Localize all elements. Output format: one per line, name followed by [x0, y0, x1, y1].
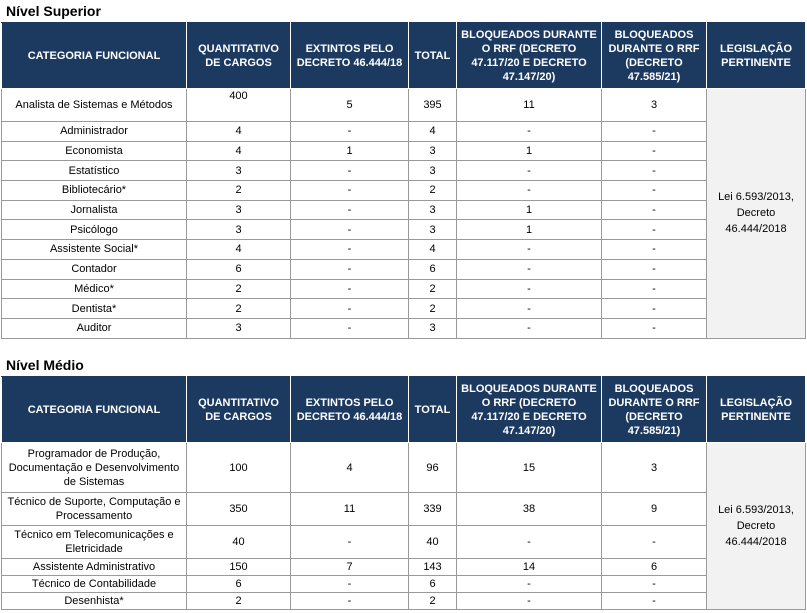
table-row	[2, 493, 806, 526]
cell-bloqueados-2: -	[602, 141, 707, 161]
section-title-medio: Nível Médio	[6, 357, 84, 373]
table-header-row	[2, 377, 806, 443]
header-bloqueados-1: BLOQUEADOS DURANTE O RRF (DECRETO 47.117/20 E DECRETO 47.147/20)	[457, 377, 602, 443]
table-row	[2, 593, 806, 610]
cell-extintos: 4	[291, 443, 409, 493]
cell-bloqueados-1: 38	[457, 493, 602, 526]
header-categoria: CATEGORIA FUNCIONAL	[2, 377, 187, 443]
cell-categoria: Contador	[2, 259, 187, 279]
header-quantitativo: QUANTITATIVO DE CARGOS	[187, 377, 291, 443]
header-extintos: EXTINTOS PELO DECRETO 46.444/18	[291, 23, 409, 89]
cell-categoria: Auditor	[2, 318, 187, 338]
cell-bloqueados-2: -	[602, 240, 707, 260]
table-row	[2, 161, 806, 181]
cell-bloqueados-1: 15	[457, 443, 602, 493]
cell-quantitativo: 3	[187, 200, 291, 220]
cell-total: 4	[409, 122, 457, 142]
cell-extintos: 5	[291, 89, 409, 122]
cell-extintos: 1	[291, 141, 409, 161]
cell-categoria: Desenhista*	[2, 593, 187, 610]
cell-categoria: Assistente Social*	[2, 240, 187, 260]
cell-total: 3	[409, 200, 457, 220]
cell-total: 4	[409, 240, 457, 260]
cell-extintos: -	[291, 576, 409, 593]
cell-bloqueados-2: -	[602, 259, 707, 279]
cell-bloqueados-2: -	[602, 318, 707, 338]
table-row	[2, 279, 806, 299]
cell-categoria: Analista de Sistemas e Métodos	[2, 89, 187, 122]
cell-total: 6	[409, 576, 457, 593]
cell-extintos: -	[291, 161, 409, 181]
cell-quantitativo: 2	[187, 299, 291, 319]
cell-quantitativo: 4	[187, 122, 291, 142]
table-row	[2, 526, 806, 559]
cell-bloqueados-1: -	[457, 122, 602, 142]
header-bloqueados-2: BLOQUEADOS DURANTE O RRF (DECRETO 47.585/21)	[602, 23, 707, 89]
table-row	[2, 299, 806, 319]
cell-bloqueados-2: 3	[602, 89, 707, 122]
cell-bloqueados-1: -	[457, 181, 602, 201]
cell-categoria: Técnico em Telecomunicações e Eletricidade	[2, 526, 187, 559]
table-row	[2, 576, 806, 593]
cell-bloqueados-2: -	[602, 279, 707, 299]
cell-bloqueados-1: 1	[457, 200, 602, 220]
cell-categoria: Dentista*	[2, 299, 187, 319]
cell-total: 3	[409, 318, 457, 338]
cell-categoria: Técnico de Suporte, Computação e Processamento	[2, 493, 187, 526]
cell-bloqueados-2: 3	[602, 443, 707, 493]
cell-bloqueados-1: 1	[457, 141, 602, 161]
cell-bloqueados-1: -	[457, 576, 602, 593]
cell-total: 3	[409, 141, 457, 161]
cell-bloqueados-2: -	[602, 122, 707, 142]
cell-quantitativo: 40	[187, 526, 291, 559]
cell-total: 3	[409, 161, 457, 181]
cell-categoria: Médico*	[2, 279, 187, 299]
cell-total: 2	[409, 279, 457, 299]
cell-quantitativo: 3	[187, 220, 291, 240]
cell-categoria: Assistente Administrativo	[2, 559, 187, 576]
cell-bloqueados-1: -	[457, 526, 602, 559]
cell-bloqueados-1: 11	[457, 89, 602, 122]
section-title-superior: Nível Superior	[6, 3, 101, 19]
cell-quantitativo: 150	[187, 559, 291, 576]
header-total: TOTAL	[409, 23, 457, 89]
header-categoria: CATEGORIA FUNCIONAL	[2, 23, 187, 89]
cell-quantitativo: 3	[187, 161, 291, 181]
cell-bloqueados-2: -	[602, 299, 707, 319]
cell-bloqueados-1: 14	[457, 559, 602, 576]
cell-bloqueados-1: -	[457, 279, 602, 299]
cell-total: 6	[409, 259, 457, 279]
header-bloqueados-1: BLOQUEADOS DURANTE O RRF (DECRETO 47.117/20 E DECRETO 47.147/20)	[457, 23, 602, 89]
cell-categoria: Programador de Produção, Documentação e Desenvolvimento de Sistemas	[2, 443, 187, 493]
cell-extintos: -	[291, 122, 409, 142]
cell-bloqueados-2: -	[602, 220, 707, 240]
table-row	[2, 240, 806, 260]
cell-bloqueados-2: -	[602, 593, 707, 610]
cell-quantitativo: 4	[187, 240, 291, 260]
cell-categoria: Psicólogo	[2, 220, 187, 240]
cell-total: 143	[409, 559, 457, 576]
cell-categoria: Administrador	[2, 122, 187, 142]
cell-extintos: 11	[291, 493, 409, 526]
cell-categoria: Bibliotecário*	[2, 181, 187, 201]
cell-bloqueados-1: -	[457, 318, 602, 338]
cell-total: 40	[409, 526, 457, 559]
cell-total: 339	[409, 493, 457, 526]
cell-quantitativo: 6	[187, 259, 291, 279]
cell-bloqueados-1: -	[457, 299, 602, 319]
cell-extintos: -	[291, 200, 409, 220]
header-legislacao: LEGISLAÇÃO PERTINENTE	[707, 377, 806, 443]
cell-extintos: -	[291, 526, 409, 559]
cell-quantitativo: 100	[187, 443, 291, 493]
cell-legislacao: Lei 6.593/2013, Decreto 46.444/2018	[707, 89, 806, 339]
cell-total: 3	[409, 220, 457, 240]
cell-bloqueados-2: 9	[602, 493, 707, 526]
cell-extintos: -	[291, 181, 409, 201]
header-legislacao: LEGISLAÇÃO PERTINENTE	[707, 23, 806, 89]
cell-total: 2	[409, 181, 457, 201]
cell-extintos: -	[291, 318, 409, 338]
cell-categoria: Jornalista	[2, 200, 187, 220]
cell-total: 2	[409, 593, 457, 610]
cell-total: 395	[409, 89, 457, 122]
table-row	[2, 200, 806, 220]
table-nivel-medio	[1, 376, 806, 610]
cell-extintos: -	[291, 593, 409, 610]
cell-quantitativo: 2	[187, 181, 291, 201]
cell-quantitativo: 2	[187, 279, 291, 299]
table-row	[2, 89, 806, 122]
cell-bloqueados-1: -	[457, 259, 602, 279]
cell-legislacao: Lei 6.593/2013, Decreto 46.444/2018	[707, 443, 806, 610]
cell-quantitativo: 2	[187, 593, 291, 610]
cell-bloqueados-2: -	[602, 181, 707, 201]
table-row	[2, 122, 806, 142]
cell-bloqueados-2: -	[602, 161, 707, 181]
cell-bloqueados-1: 1	[457, 220, 602, 240]
cell-quantitativo: 400	[187, 89, 291, 122]
table-row	[2, 141, 806, 161]
cell-bloqueados-1: -	[457, 240, 602, 260]
cell-bloqueados-2: -	[602, 526, 707, 559]
cell-extintos: -	[291, 240, 409, 260]
table-row	[2, 220, 806, 240]
cell-quantitativo: 3	[187, 318, 291, 338]
table-header-row	[2, 23, 806, 89]
cell-quantitativo: 350	[187, 493, 291, 526]
cell-extintos: -	[291, 299, 409, 319]
cell-total: 2	[409, 299, 457, 319]
cell-bloqueados-2: -	[602, 200, 707, 220]
header-total: TOTAL	[409, 377, 457, 443]
cell-quantitativo: 4	[187, 141, 291, 161]
table-row	[2, 318, 806, 338]
cell-categoria: Técnico de Contabilidade	[2, 576, 187, 593]
cell-extintos: 7	[291, 559, 409, 576]
cell-quantitativo: 6	[187, 576, 291, 593]
table-row	[2, 443, 806, 493]
header-extintos: EXTINTOS PELO DECRETO 46.444/18	[291, 377, 409, 443]
table-row	[2, 259, 806, 279]
cell-bloqueados-2: -	[602, 576, 707, 593]
cell-extintos: -	[291, 259, 409, 279]
header-bloqueados-2: BLOQUEADOS DURANTE O RRF (DECRETO 47.585/21)	[602, 377, 707, 443]
cell-bloqueados-1: -	[457, 161, 602, 181]
table-row	[2, 181, 806, 201]
header-quantitativo: QUANTITATIVO DE CARGOS	[187, 23, 291, 89]
cell-categoria: Estatístico	[2, 161, 187, 181]
cell-extintos: -	[291, 220, 409, 240]
cell-bloqueados-2: 6	[602, 559, 707, 576]
cell-extintos: -	[291, 279, 409, 299]
table-row	[2, 559, 806, 576]
cell-categoria: Economista	[2, 141, 187, 161]
table-nivel-superior	[1, 22, 806, 339]
cell-bloqueados-1: -	[457, 593, 602, 610]
cell-total: 96	[409, 443, 457, 493]
